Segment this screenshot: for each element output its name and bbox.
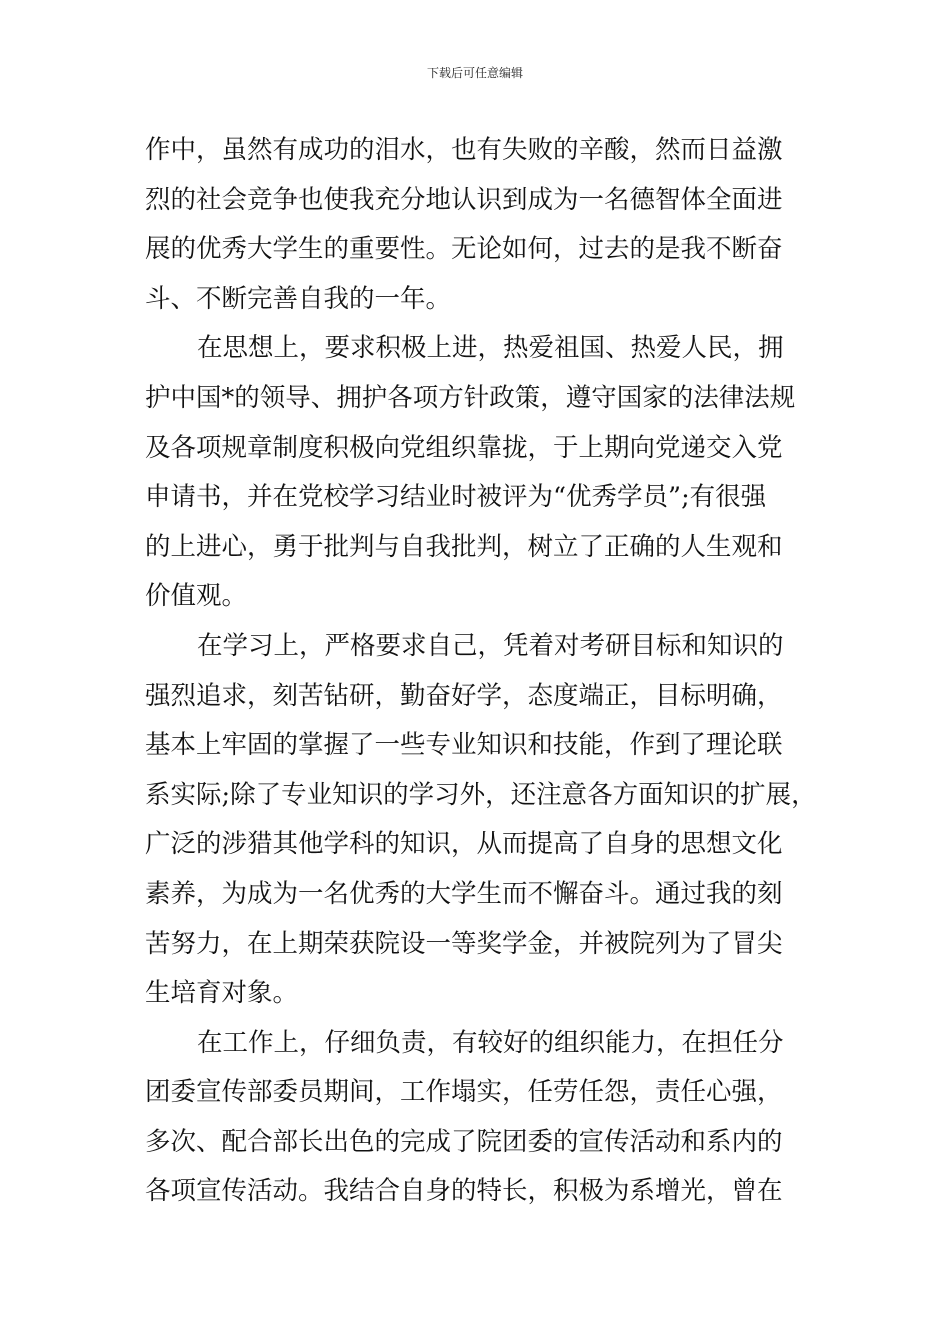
paragraph-4-line-3: 多次、配合部长出色的完成了院团委的宣传活动和系内的 xyxy=(145,1126,783,1157)
document-body xyxy=(145,126,817,1217)
page-header: 下载后可任意编辑 xyxy=(426,66,523,80)
paragraph-3-line-7: 苦努力，在上期荣获院设一等奖学金，并被院列为了冒尖 xyxy=(145,928,783,959)
paragraph-3-line-5: 广泛的涉猎其他学科的知识，从而提高了自身的思想文化 xyxy=(145,829,783,860)
paragraph-2-line-1: 在思想上，要求积极上进，热爱祖国、热爱人民，拥 xyxy=(197,333,784,364)
paragraph-3-line-3: 基本上牢固的掌握了一些专业知识和技能，作到了理论联 xyxy=(145,730,783,761)
paragraph-2-line-6: 价值观。 xyxy=(145,581,248,612)
paragraph-4-line-2: 团委宣传部委员期间，工作塌实，任劳任怨，责任心强， xyxy=(145,1077,783,1108)
paragraph-3-line-2: 强烈追求，刻苦钻研，勤奋好学，态度端正，目标明确， xyxy=(145,680,783,711)
paragraph-1-line-2: 烈的社会竞争也使我充分地认识到成为一名德智体全面进 xyxy=(145,184,783,215)
paragraph-3-line-1: 在学习上，严格要求自己，凭着对考研目标和知识的 xyxy=(197,630,784,661)
paragraph-1-line-4: 斗、不断完善自我的一年。 xyxy=(145,283,452,314)
paragraph-2-line-5: 的上进心，勇于批判与自我批判，树立了正确的人生观和 xyxy=(145,531,783,562)
paragraph-3-line-4: 系实际;除了专业知识的学习外，还注意各方面知识的扩展， xyxy=(145,779,817,810)
paragraph-3-line-6: 素养，为成为一名优秀的大学生而不懈奋斗。通过我的刻 xyxy=(145,878,783,909)
paragraph-3-line-8: 生培育对象。 xyxy=(145,978,299,1009)
paragraph-1-line-3: 展的优秀大学生的重要性。无论如何，过去的是我不断奋 xyxy=(145,234,783,265)
paragraph-4-line-4: 各项宣传活动。我结合自身的特长，积极为系增光，曾在 xyxy=(145,1176,783,1207)
paragraph-2-line-2: 护中国*的领导、拥护各项方针政策，遵守国家的法律法规 xyxy=(145,382,796,413)
paragraph-4-line-1: 在工作上，仔细负责，有较好的组织能力，在担任分 xyxy=(197,1027,784,1058)
paragraph-2-line-4: 申请书，并在党校学习结业时被评为“优秀学员”;有很强 xyxy=(145,482,767,513)
paragraph-1-line-1: 作中，虽然有成功的泪水，也有失败的辛酸，然而日益激 xyxy=(145,135,783,165)
paragraph-2-line-3: 及各项规章制度积极向党组织靠拢，于上期向党递交入党 xyxy=(145,432,783,463)
